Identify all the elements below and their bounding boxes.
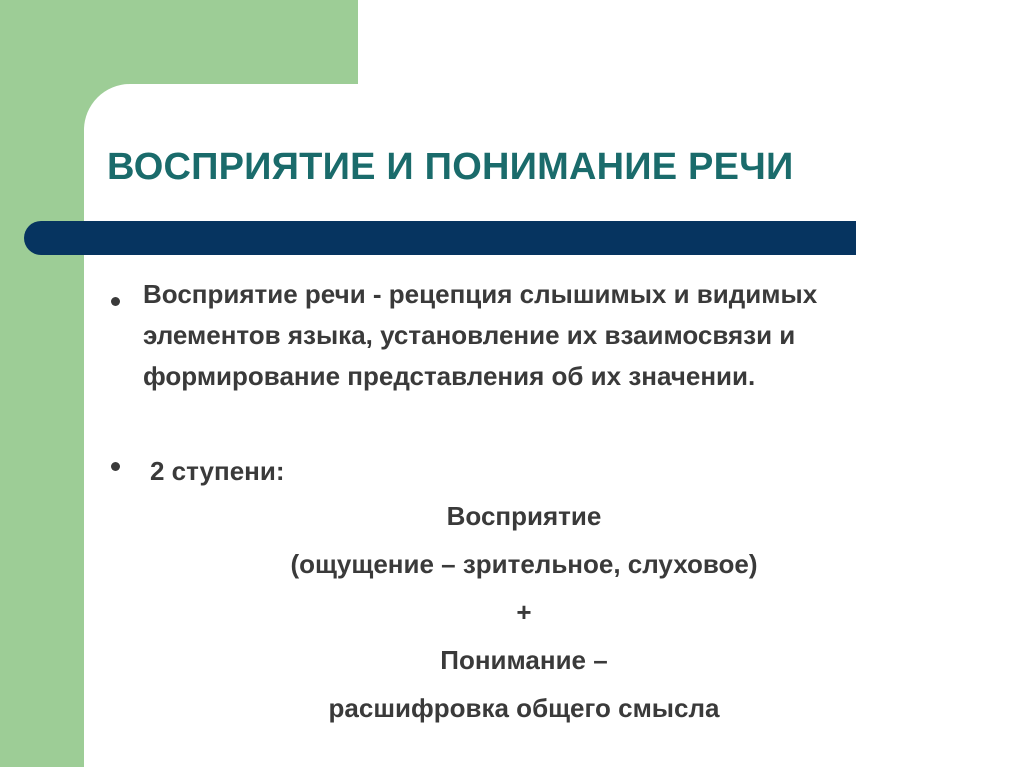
stage-understanding-detail: расшифровка общего смысла bbox=[328, 693, 720, 723]
plus-sign: + bbox=[516, 597, 532, 627]
stage-perception-detail: (ощущение – зрительное, слуховое) bbox=[290, 549, 758, 579]
bullet-dot-icon bbox=[111, 462, 120, 471]
title-divider-bar bbox=[24, 221, 856, 255]
bullet-dot-icon bbox=[111, 297, 120, 306]
bullet-item-stages: 2 ступени: bbox=[150, 456, 285, 486]
stages-block bbox=[84, 492, 964, 732]
bullet-item-definition: Восприятие речи - рецепция слышимых и видимых элементов языка, установление их взаимосвязи и формирование представления об их значении. bbox=[143, 279, 818, 391]
slide-title: ВОСПРИЯТИЕ И ПОНИМАНИЕ РЕЧИ bbox=[107, 146, 794, 188]
stage-perception: Восприятие bbox=[446, 501, 602, 531]
stage-understanding: Понимание – bbox=[440, 645, 608, 675]
